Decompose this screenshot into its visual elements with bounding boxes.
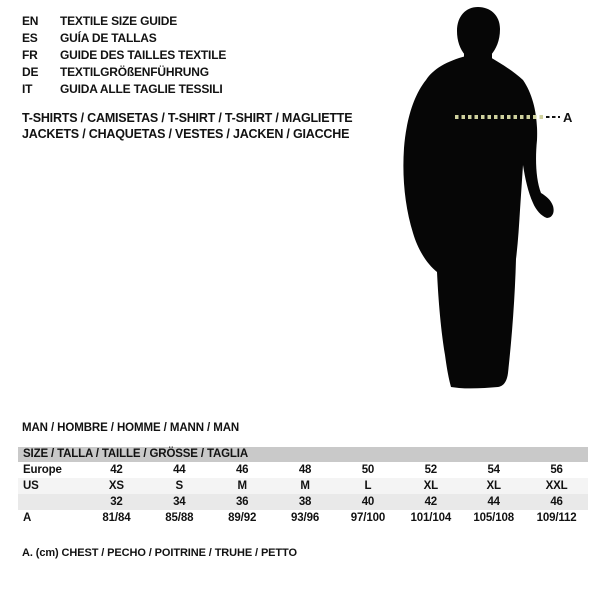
table-cell: 40 [361,496,375,508]
table-cell: S [175,480,184,492]
table-cell: 44 [487,496,500,508]
table-cell: M [237,480,247,492]
table-row-europe [18,462,588,478]
table-cell: 44 [173,464,186,476]
measure-label-a: A [563,110,573,125]
language-list [22,15,226,96]
lang-label: GUIDE DES TAILLES TEXTILE [60,48,227,62]
section-heading-man: MAN / HOMBRE / HOMME / MANN / MAN [22,422,240,434]
size-table [18,447,588,526]
table-cell: 42 [424,496,438,508]
table-cell: 46 [550,496,563,508]
lang-code: DE [22,65,39,79]
table-cell: 48 [298,464,312,476]
man-silhouette-figure [390,0,600,400]
table-cell: 93/96 [291,512,320,524]
lang-code: EN [22,14,39,28]
man-silhouette [390,0,600,400]
lang-label: TEXTILE SIZE GUIDE [60,14,178,28]
table-cell: 34 [173,496,186,508]
lang-code: FR [22,48,38,62]
row-label: Europe [23,464,62,476]
lang-label: GUIDA ALLE TAGLIE TESSILI [60,82,223,96]
size-table-header: SIZE / TALLA / TAILLE / GRÖSSE / TAGLIA [18,447,588,462]
table-row-chest-a [18,510,588,526]
category-line-jackets: JACKETS / CHAQUETAS / VESTES / JACKEN / GIACCHE [22,127,350,141]
table-cell: 81/84 [102,512,131,524]
table-cell: 36 [235,496,249,508]
table-cell: 105/108 [473,512,514,524]
table-cell: 89/92 [228,512,257,524]
table-cell: L [364,480,372,492]
lang-label: TEXTILGRÖßENFÜHRUNG [60,65,209,79]
table-row-us [18,478,588,494]
row-label [18,494,85,510]
lang-label: GUÍA DE TALLAS [60,31,157,45]
table-cell: 38 [298,496,312,508]
table-cell: 109/112 [536,512,577,524]
silhouette-body [403,56,553,388]
table-cell: 46 [235,464,249,476]
row-label: A [23,512,32,524]
table-cell: 101/104 [410,512,452,524]
table-cell: 42 [110,464,123,476]
table-cell: M [300,480,310,492]
table-cell: XXL [545,480,568,492]
table-row-us-numeric [18,494,588,510]
table-cell: XL [423,480,439,492]
row-label: US [23,480,39,492]
chest-measure-footnote: A. (cm) CHEST / PECHO / POITRINE / TRUHE / PETTO [22,547,297,559]
table-cell: XL [486,480,501,492]
table-cell: 97/100 [350,512,386,524]
table-cell: 52 [424,464,438,476]
table-cell: 85/88 [165,512,194,524]
table-cell: 54 [487,464,500,476]
garment-categories [22,110,352,142]
table-cell: 32 [110,496,123,508]
category-line-tshirts: T-SHIRTS / CAMISETAS / T-SHIRT / T-SHIRT / MAGLIETTE [22,111,353,125]
table-cell: 50 [361,464,375,476]
lang-code: ES [22,31,38,45]
table-cell: 56 [550,464,563,476]
lang-code: IT [22,82,33,96]
table-cell: XS [108,480,124,492]
